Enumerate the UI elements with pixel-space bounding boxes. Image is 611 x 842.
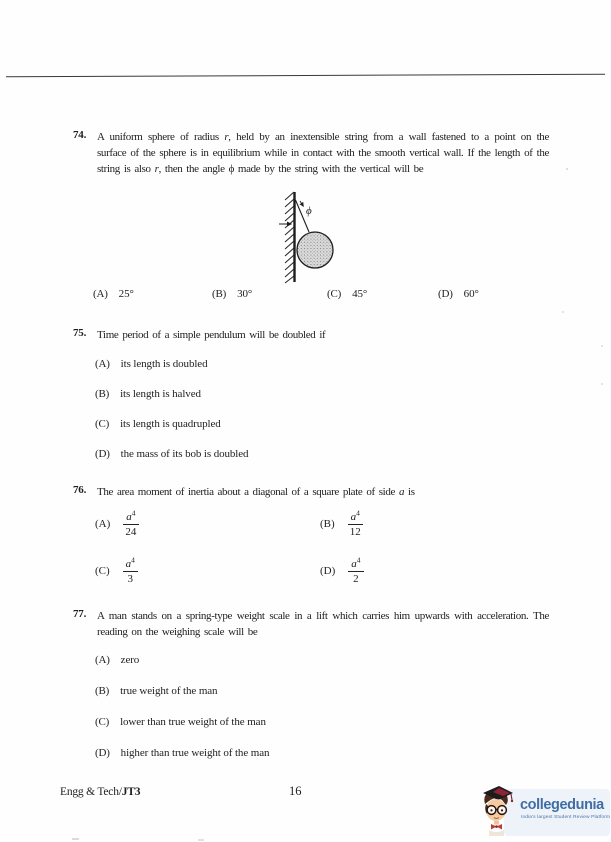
option-text: 25° bbox=[118, 288, 134, 300]
q75-option-a bbox=[95, 358, 208, 370]
mascot-icon bbox=[480, 784, 516, 838]
q76-text-part: The area moment of inertia about a diagonal of a square plate of side bbox=[97, 486, 399, 498]
q75-option-c bbox=[95, 418, 221, 430]
option-label: (D) bbox=[95, 448, 110, 460]
option-text: its length is doubled bbox=[120, 358, 208, 370]
numerator-exponent: 4 bbox=[356, 507, 360, 517]
fraction bbox=[348, 554, 363, 585]
q74-option-b bbox=[212, 288, 252, 300]
q74-text-part: A uniform sphere of radius bbox=[97, 131, 225, 143]
option-label: (C) bbox=[327, 288, 342, 300]
fraction bbox=[123, 554, 138, 585]
scan-speck bbox=[566, 168, 568, 170]
option-label: (B) bbox=[95, 388, 110, 400]
q76-var-a: a bbox=[398, 486, 405, 498]
fraction-denominator: 3 bbox=[127, 572, 134, 585]
option-label: (D) bbox=[320, 565, 336, 577]
numerator-exponent: 4 bbox=[356, 554, 361, 564]
q74-var-r2: r bbox=[154, 163, 159, 175]
option-text: its length is quadrupled bbox=[120, 418, 221, 430]
q74-text-part: , then the angle bbox=[158, 163, 229, 175]
q74-text-part: , held by an inextensible string from a wall fastened to a point on the surface of the sphere is in equilibrium while in contact with the smooth vertical wall. If the length of the string is also bbox=[97, 131, 549, 175]
q75-option-b bbox=[95, 388, 201, 400]
scan-speck bbox=[198, 839, 204, 841]
page-number: 16 bbox=[289, 784, 302, 798]
fraction-numerator bbox=[123, 507, 138, 525]
option-text: true weight of the man bbox=[120, 685, 218, 697]
booklet-set: JT3 bbox=[121, 786, 141, 798]
q76-option-c bbox=[95, 555, 138, 587]
numerator-base: a bbox=[350, 510, 357, 523]
booklet-series: Engg & Tech/ bbox=[60, 786, 122, 798]
numerator-base: a bbox=[351, 557, 357, 570]
question-77-number: 77. bbox=[73, 608, 87, 620]
fraction-numerator bbox=[348, 507, 363, 525]
option-label: (D) bbox=[95, 747, 110, 759]
question-74-text bbox=[97, 129, 549, 177]
q74-option-a bbox=[93, 288, 134, 300]
option-label: (C) bbox=[95, 418, 110, 430]
fraction bbox=[348, 507, 363, 538]
option-text: higher than true weight of the man bbox=[120, 747, 270, 759]
option-label: (B) bbox=[212, 288, 227, 300]
question-74-number: 74. bbox=[73, 129, 87, 141]
q74-option-c bbox=[327, 288, 367, 300]
option-text: 30° bbox=[237, 288, 253, 300]
booklet-code bbox=[60, 786, 140, 798]
fraction-numerator bbox=[348, 554, 363, 572]
q77-option-d bbox=[95, 747, 269, 759]
brand-name: collegedunia bbox=[520, 797, 604, 813]
option-label: (A) bbox=[93, 288, 108, 300]
scan-speck bbox=[72, 838, 79, 840]
question-76-text bbox=[97, 484, 567, 500]
question-75-text: Time period of a simple pendulum will be doubled if bbox=[97, 329, 326, 341]
q76-text-part: is bbox=[404, 486, 415, 498]
q76-option-b bbox=[320, 508, 363, 540]
option-label: (A) bbox=[95, 358, 110, 370]
option-label: (A) bbox=[95, 654, 110, 666]
collegedunia-logo bbox=[480, 784, 611, 840]
wall-hatching bbox=[285, 192, 294, 283]
option-text: lower than true weight of the man bbox=[120, 716, 266, 728]
question-77-text: A man stands on a spring-type weight scale in a lift which carries him upwards with acceleration. The reading on the weighing scale will be bbox=[97, 610, 549, 638]
numerator-exponent: 4 bbox=[131, 554, 135, 564]
question-76-number: 76. bbox=[73, 484, 87, 496]
option-text: zero bbox=[120, 654, 140, 666]
q77-option-b bbox=[95, 685, 217, 697]
option-text: its length is halved bbox=[120, 388, 201, 400]
q76-option-d bbox=[320, 555, 364, 587]
fraction-numerator bbox=[123, 554, 138, 572]
q74-var-r: r bbox=[224, 131, 229, 143]
fraction-denominator: 12 bbox=[349, 525, 361, 538]
scan-speck bbox=[601, 383, 603, 385]
option-label: (C) bbox=[95, 565, 110, 577]
fraction-denominator: 2 bbox=[353, 572, 359, 585]
fraction-denominator: 24 bbox=[125, 525, 137, 538]
option-label: (D) bbox=[438, 288, 453, 300]
option-text: 60° bbox=[463, 288, 479, 300]
header-rule bbox=[6, 74, 605, 78]
sphere-wall-figure bbox=[278, 190, 348, 285]
sphere bbox=[297, 232, 333, 268]
q74-phi-symbol: ϕ bbox=[228, 163, 235, 175]
q74-option-d bbox=[438, 288, 479, 300]
brand-tagline: India's largest Student Review Platform bbox=[521, 815, 611, 820]
angle-arrow bbox=[300, 201, 304, 207]
q77-option-a bbox=[95, 654, 139, 666]
numerator-base: a bbox=[126, 510, 132, 523]
q77-option-c bbox=[95, 716, 266, 728]
q76-option-a bbox=[95, 508, 139, 540]
option-text: 45° bbox=[352, 288, 368, 300]
fraction bbox=[123, 507, 138, 538]
question-75-number: 75. bbox=[73, 327, 87, 339]
option-label: (B) bbox=[95, 685, 110, 697]
q75-option-d bbox=[95, 448, 248, 460]
option-text: the mass of its bob is doubled bbox=[120, 448, 249, 460]
option-label: (A) bbox=[95, 518, 111, 530]
q74-text-part: made by the string with the vertical will be bbox=[234, 163, 424, 175]
scan-speck bbox=[601, 345, 603, 347]
option-label: (C) bbox=[95, 716, 110, 728]
angle-label: ϕ bbox=[306, 205, 312, 217]
numerator-exponent: 4 bbox=[131, 507, 136, 517]
scan-speck bbox=[562, 311, 564, 313]
option-label: (B) bbox=[320, 518, 335, 530]
numerator-base: a bbox=[125, 557, 132, 570]
